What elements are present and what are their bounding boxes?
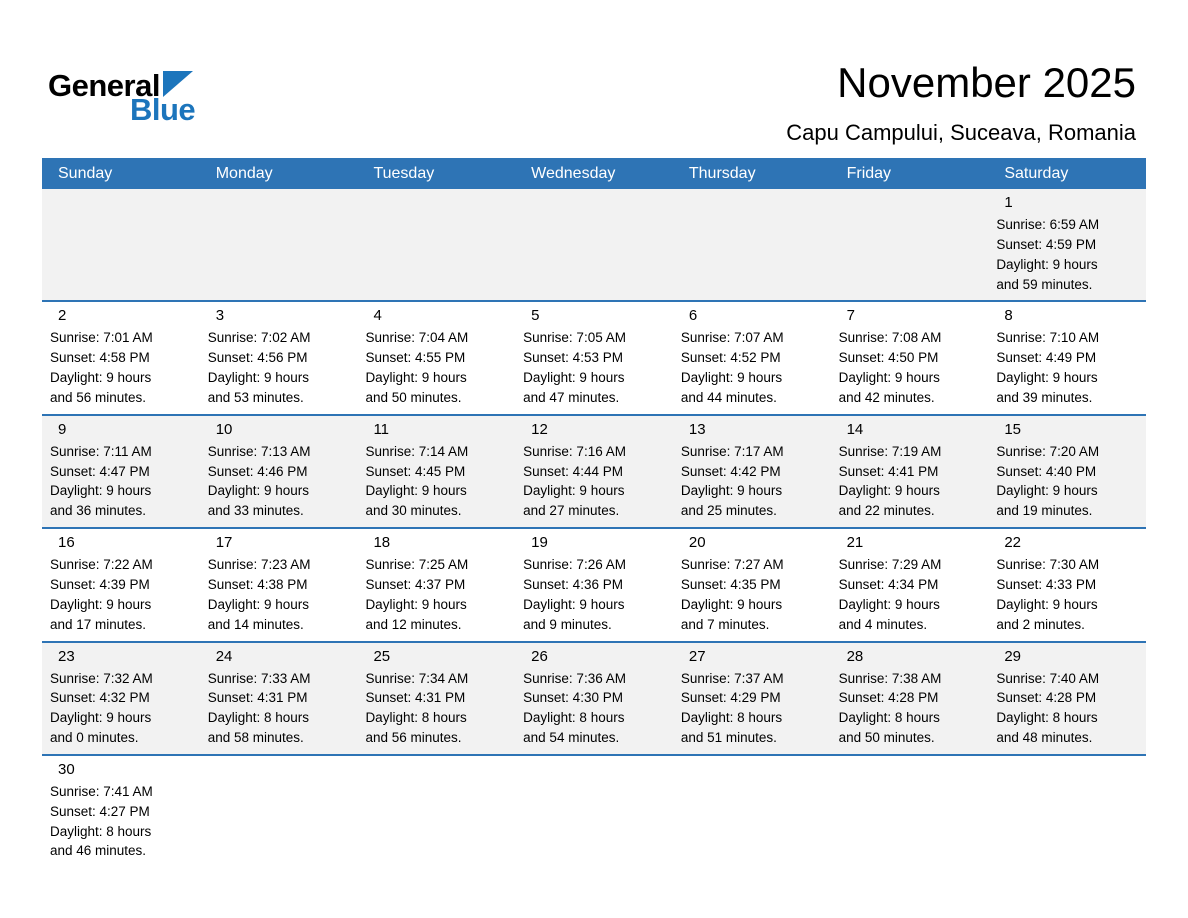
day-cell xyxy=(515,416,673,527)
day-number: 10 xyxy=(215,420,233,438)
sunrise-text: Sunrise: 7:11 AM xyxy=(50,443,152,459)
sunrise-text: Sunrise: 7:01 AM xyxy=(50,330,153,346)
day-cell xyxy=(42,302,200,413)
empty-day-cell xyxy=(200,189,358,300)
day-cell xyxy=(831,529,989,640)
sunrise-text: Sunrise: 7:32 AM xyxy=(50,670,153,686)
sunset-text: Sunset: 4:39 PM xyxy=(50,576,150,592)
daylight-hours-text: Daylight: 9 hours xyxy=(365,370,467,386)
daylight-minutes-text: and 14 minutes. xyxy=(207,616,304,632)
daylight-hours-text: Daylight: 9 hours xyxy=(365,483,467,499)
daylight-hours-text: Daylight: 9 hours xyxy=(207,483,310,499)
daylight-hours-text: Daylight: 9 hours xyxy=(996,483,1098,499)
sunset-text: Sunset: 4:35 PM xyxy=(680,576,781,592)
day-cell xyxy=(42,756,200,867)
week-row xyxy=(42,641,1146,754)
day-cell xyxy=(357,416,515,527)
daylight-minutes-text: and 19 minutes. xyxy=(996,503,1093,519)
day-cell xyxy=(357,643,515,754)
sunset-text: Sunset: 4:28 PM xyxy=(996,690,1097,706)
day-number: 3 xyxy=(215,307,225,325)
sunrise-text: Sunrise: 7:27 AM xyxy=(680,557,784,573)
daylight-minutes-text: and 50 minutes. xyxy=(365,389,462,405)
day-number: 19 xyxy=(531,534,548,552)
sunset-text: Sunset: 4:40 PM xyxy=(996,463,1097,479)
sunset-text: Sunset: 4:47 PM xyxy=(50,463,150,479)
daylight-minutes-text: and 4 minutes. xyxy=(838,616,928,632)
sunrise-text: Sunrise: 7:40 AM xyxy=(996,670,1100,686)
daylight-hours-text: Daylight: 9 hours xyxy=(207,596,310,612)
day-cell xyxy=(515,529,673,640)
day-number: 20 xyxy=(688,534,706,552)
day-number: 1 xyxy=(1004,194,1013,211)
sunrise-text: Sunrise: 7:37 AM xyxy=(680,670,784,686)
empty-day-cell xyxy=(515,189,673,300)
day-cell xyxy=(673,643,831,754)
daylight-minutes-text: and 9 minutes. xyxy=(523,616,612,632)
day-number: 9 xyxy=(58,420,67,438)
daylight-minutes-text: and 0 minutes. xyxy=(50,730,139,746)
empty-day-cell xyxy=(42,189,200,300)
sunset-text: Sunset: 4:32 PM xyxy=(50,690,150,706)
sunset-text: Sunset: 4:36 PM xyxy=(523,576,623,592)
sunset-text: Sunset: 4:56 PM xyxy=(207,350,308,366)
daylight-minutes-text: and 53 minutes. xyxy=(207,389,304,405)
daylight-hours-text: Daylight: 9 hours xyxy=(365,596,467,612)
sunset-text: Sunset: 4:41 PM xyxy=(838,463,939,479)
day-number: 2 xyxy=(58,307,67,325)
sunrise-text: Sunrise: 7:04 AM xyxy=(365,330,469,346)
daylight-minutes-text: and 44 minutes. xyxy=(680,389,777,405)
calendar xyxy=(42,158,1146,867)
header-titles xyxy=(786,60,1136,146)
daylight-hours-text: Daylight: 8 hours xyxy=(50,823,152,839)
empty-day-cell xyxy=(515,756,673,867)
daylight-minutes-text: and 50 minutes. xyxy=(838,730,935,746)
day-number: 11 xyxy=(373,420,390,438)
sunset-text: Sunset: 4:52 PM xyxy=(680,350,781,366)
month-title: November 2025 xyxy=(837,59,1136,106)
daylight-hours-text: Daylight: 8 hours xyxy=(523,710,625,726)
empty-day-cell xyxy=(357,756,515,867)
day-number: 29 xyxy=(1004,647,1021,665)
sunset-text: Sunset: 4:31 PM xyxy=(207,690,308,706)
day-cell xyxy=(200,416,358,527)
day-cell xyxy=(831,302,989,413)
week-row xyxy=(42,527,1146,640)
day-number: 14 xyxy=(846,420,864,438)
daylight-hours-text: Daylight: 9 hours xyxy=(996,370,1098,386)
day-number: 17 xyxy=(215,534,233,552)
daylight-hours-text: Daylight: 9 hours xyxy=(523,370,625,386)
daylight-hours-text: Daylight: 9 hours xyxy=(50,370,152,386)
sunset-text: Sunset: 4:27 PM xyxy=(50,803,150,819)
empty-day-cell xyxy=(831,189,989,300)
daylight-hours-text: Daylight: 9 hours xyxy=(838,596,940,612)
general-blue-logo xyxy=(48,70,195,125)
week-row xyxy=(42,414,1146,527)
sunset-text: Sunset: 4:59 PM xyxy=(996,236,1097,252)
daylight-minutes-text: and 58 minutes. xyxy=(207,730,304,746)
sunrise-text: Sunrise: 7:22 AM xyxy=(50,557,153,573)
daylight-hours-text: Daylight: 9 hours xyxy=(996,256,1098,272)
sunrise-text: Sunrise: 7:34 AM xyxy=(365,670,469,686)
empty-day-cell xyxy=(673,189,831,300)
daylight-hours-text: Daylight: 9 hours xyxy=(50,710,152,726)
day-cell xyxy=(200,643,358,754)
day-cell xyxy=(42,529,200,640)
sunrise-text: Sunrise: 7:33 AM xyxy=(207,670,311,686)
daylight-minutes-text: and 12 minutes. xyxy=(365,616,462,632)
sunrise-text: Sunrise: 7:13 AM xyxy=(207,443,311,459)
daylight-hours-text: Daylight: 9 hours xyxy=(996,596,1098,612)
sunset-text: Sunset: 4:28 PM xyxy=(838,690,939,706)
day-number: 25 xyxy=(373,647,391,665)
day-cell xyxy=(42,643,200,754)
day-cell xyxy=(988,189,1146,300)
weekday-header-row xyxy=(42,158,1146,189)
day-cell xyxy=(673,416,831,527)
weekday-cell-thursday: Thursday xyxy=(688,164,756,182)
weeks-container xyxy=(42,189,1146,867)
daylight-hours-text: Daylight: 9 hours xyxy=(207,370,310,386)
daylight-minutes-text: and 7 minutes. xyxy=(680,616,770,632)
sunrise-text: Sunrise: 7:14 AM xyxy=(365,443,469,459)
day-cell xyxy=(200,302,358,413)
sunrise-text: Sunrise: 7:29 AM xyxy=(838,557,942,573)
day-cell xyxy=(200,529,358,640)
day-number: 23 xyxy=(58,647,75,665)
logo-text-general: General xyxy=(48,68,160,103)
day-cell xyxy=(357,529,515,640)
daylight-hours-text: Daylight: 8 hours xyxy=(207,710,310,726)
sunrise-text: Sunrise: 7:23 AM xyxy=(207,557,311,573)
weekday-cell-friday: Friday xyxy=(846,164,892,182)
weekday-cell-sunday: Sunday xyxy=(58,164,113,182)
daylight-minutes-text: and 30 minutes. xyxy=(365,503,462,519)
sunrise-text: Sunrise: 7:41 AM xyxy=(50,783,153,799)
daylight-hours-text: Daylight: 8 hours xyxy=(680,710,783,726)
sunrise-text: Sunrise: 7:08 AM xyxy=(838,330,942,346)
empty-day-cell xyxy=(988,756,1146,867)
sunset-text: Sunset: 4:46 PM xyxy=(207,463,308,479)
daylight-hours-text: Daylight: 9 hours xyxy=(838,370,940,386)
day-number: 8 xyxy=(1004,307,1013,325)
day-number: 22 xyxy=(1004,534,1021,552)
empty-day-cell xyxy=(200,756,358,867)
sunrise-text: Sunrise: 7:10 AM xyxy=(996,330,1100,346)
daylight-hours-text: Daylight: 9 hours xyxy=(50,596,152,612)
daylight-minutes-text: and 42 minutes. xyxy=(838,389,935,405)
empty-day-cell xyxy=(357,189,515,300)
week-row xyxy=(42,754,1146,867)
daylight-minutes-text: and 47 minutes. xyxy=(523,389,620,405)
sunset-text: Sunset: 4:44 PM xyxy=(523,463,623,479)
sunrise-text: Sunrise: 7:20 AM xyxy=(996,443,1100,459)
sunrise-text: Sunrise: 7:25 AM xyxy=(365,557,469,573)
daylight-minutes-text: and 2 minutes. xyxy=(996,616,1085,632)
daylight-hours-text: Daylight: 8 hours xyxy=(996,710,1098,726)
day-cell xyxy=(988,643,1146,754)
day-cell xyxy=(673,302,831,413)
sunset-text: Sunset: 4:49 PM xyxy=(996,350,1097,366)
sunset-text: Sunset: 4:30 PM xyxy=(523,690,623,706)
sunrise-text: Sunrise: 7:17 AM xyxy=(680,443,784,459)
sunset-text: Sunset: 4:42 PM xyxy=(680,463,781,479)
day-number: 30 xyxy=(58,760,75,778)
sunset-text: Sunset: 4:45 PM xyxy=(365,463,466,479)
daylight-minutes-text: and 33 minutes. xyxy=(207,503,304,519)
sunrise-text: Sunrise: 7:26 AM xyxy=(523,557,626,573)
daylight-hours-text: Daylight: 9 hours xyxy=(680,370,783,386)
weekday-cell-monday: Monday xyxy=(215,164,273,182)
day-number: 6 xyxy=(688,307,698,325)
empty-day-cell xyxy=(673,756,831,867)
day-number: 4 xyxy=(373,307,382,325)
day-cell xyxy=(357,302,515,413)
daylight-minutes-text: and 48 minutes. xyxy=(996,730,1093,746)
day-number: 18 xyxy=(373,534,391,552)
daylight-hours-text: Daylight: 9 hours xyxy=(523,483,625,499)
daylight-minutes-text: and 54 minutes. xyxy=(523,730,620,746)
logo-text-blue: Blue xyxy=(130,92,196,127)
sunset-text: Sunset: 4:50 PM xyxy=(838,350,939,366)
daylight-hours-text: Daylight: 8 hours xyxy=(838,710,940,726)
daylight-minutes-text: and 36 minutes. xyxy=(50,503,147,519)
sunset-text: Sunset: 4:58 PM xyxy=(50,350,150,366)
day-cell xyxy=(831,416,989,527)
sunset-text: Sunset: 4:31 PM xyxy=(365,690,466,706)
sunrise-text: Sunrise: 7:30 AM xyxy=(996,557,1100,573)
day-number: 16 xyxy=(58,534,75,552)
daylight-minutes-text: and 17 minutes. xyxy=(50,616,147,632)
sunrise-text: Sunrise: 7:19 AM xyxy=(838,443,942,459)
week-row xyxy=(42,300,1146,413)
daylight-minutes-text: and 25 minutes. xyxy=(680,503,777,519)
sunrise-text: Sunrise: 7:16 AM xyxy=(523,443,626,459)
day-number: 12 xyxy=(531,420,548,438)
empty-day-cell xyxy=(831,756,989,867)
sunrise-text: Sunrise: 7:02 AM xyxy=(207,330,311,346)
daylight-hours-text: Daylight: 9 hours xyxy=(50,483,152,499)
day-cell xyxy=(988,529,1146,640)
daylight-hours-text: Daylight: 9 hours xyxy=(680,483,783,499)
day-number: 7 xyxy=(846,307,855,325)
daylight-hours-text: Daylight: 9 hours xyxy=(838,483,940,499)
sunset-text: Sunset: 4:38 PM xyxy=(207,576,308,592)
daylight-minutes-text: and 59 minutes. xyxy=(996,276,1093,292)
day-cell xyxy=(673,529,831,640)
daylight-minutes-text: and 46 minutes. xyxy=(50,843,147,859)
day-cell xyxy=(42,416,200,527)
daylight-hours-text: Daylight: 8 hours xyxy=(365,710,467,726)
daylight-hours-text: Daylight: 9 hours xyxy=(523,596,625,612)
daylight-hours-text: Daylight: 9 hours xyxy=(680,596,783,612)
day-cell xyxy=(988,416,1146,527)
daylight-minutes-text: and 51 minutes. xyxy=(680,730,777,746)
day-number: 21 xyxy=(846,534,864,552)
sunset-text: Sunset: 4:53 PM xyxy=(523,350,623,366)
weekday-cell-wednesday: Wednesday xyxy=(531,164,616,182)
day-number: 26 xyxy=(531,647,548,665)
sunset-text: Sunset: 4:34 PM xyxy=(838,576,939,592)
sunrise-text: Sunrise: 7:05 AM xyxy=(523,330,626,346)
daylight-minutes-text: and 22 minutes. xyxy=(838,503,935,519)
daylight-minutes-text: and 39 minutes. xyxy=(996,389,1093,405)
sunset-text: Sunset: 4:37 PM xyxy=(365,576,466,592)
location-subtitle: Capu Campului, Suceava, Romania xyxy=(786,120,1136,146)
day-number: 28 xyxy=(846,647,864,665)
sunrise-text: Sunrise: 7:36 AM xyxy=(523,670,626,686)
sunset-text: Sunset: 4:29 PM xyxy=(680,690,781,706)
sunset-text: Sunset: 4:55 PM xyxy=(365,350,466,366)
day-number: 24 xyxy=(215,647,233,665)
week-row xyxy=(42,189,1146,300)
day-number: 15 xyxy=(1004,420,1021,438)
daylight-minutes-text: and 56 minutes. xyxy=(365,730,462,746)
sunrise-text: Sunrise: 7:38 AM xyxy=(838,670,942,686)
day-number: 13 xyxy=(688,420,706,438)
daylight-minutes-text: and 56 minutes. xyxy=(50,389,147,405)
day-cell xyxy=(515,643,673,754)
sunrise-text: Sunrise: 6:59 AM xyxy=(996,217,1100,232)
sunrise-text: Sunrise: 7:07 AM xyxy=(680,330,784,346)
day-cell xyxy=(831,643,989,754)
day-number: 27 xyxy=(688,647,706,665)
weekday-cell-saturday: Saturday xyxy=(1004,164,1069,182)
sunset-text: Sunset: 4:33 PM xyxy=(996,576,1097,592)
day-cell xyxy=(988,302,1146,413)
day-number: 5 xyxy=(531,307,540,325)
day-cell xyxy=(515,302,673,413)
daylight-minutes-text: and 27 minutes. xyxy=(523,503,620,519)
weekday-cell-tuesday: Tuesday xyxy=(373,164,435,182)
